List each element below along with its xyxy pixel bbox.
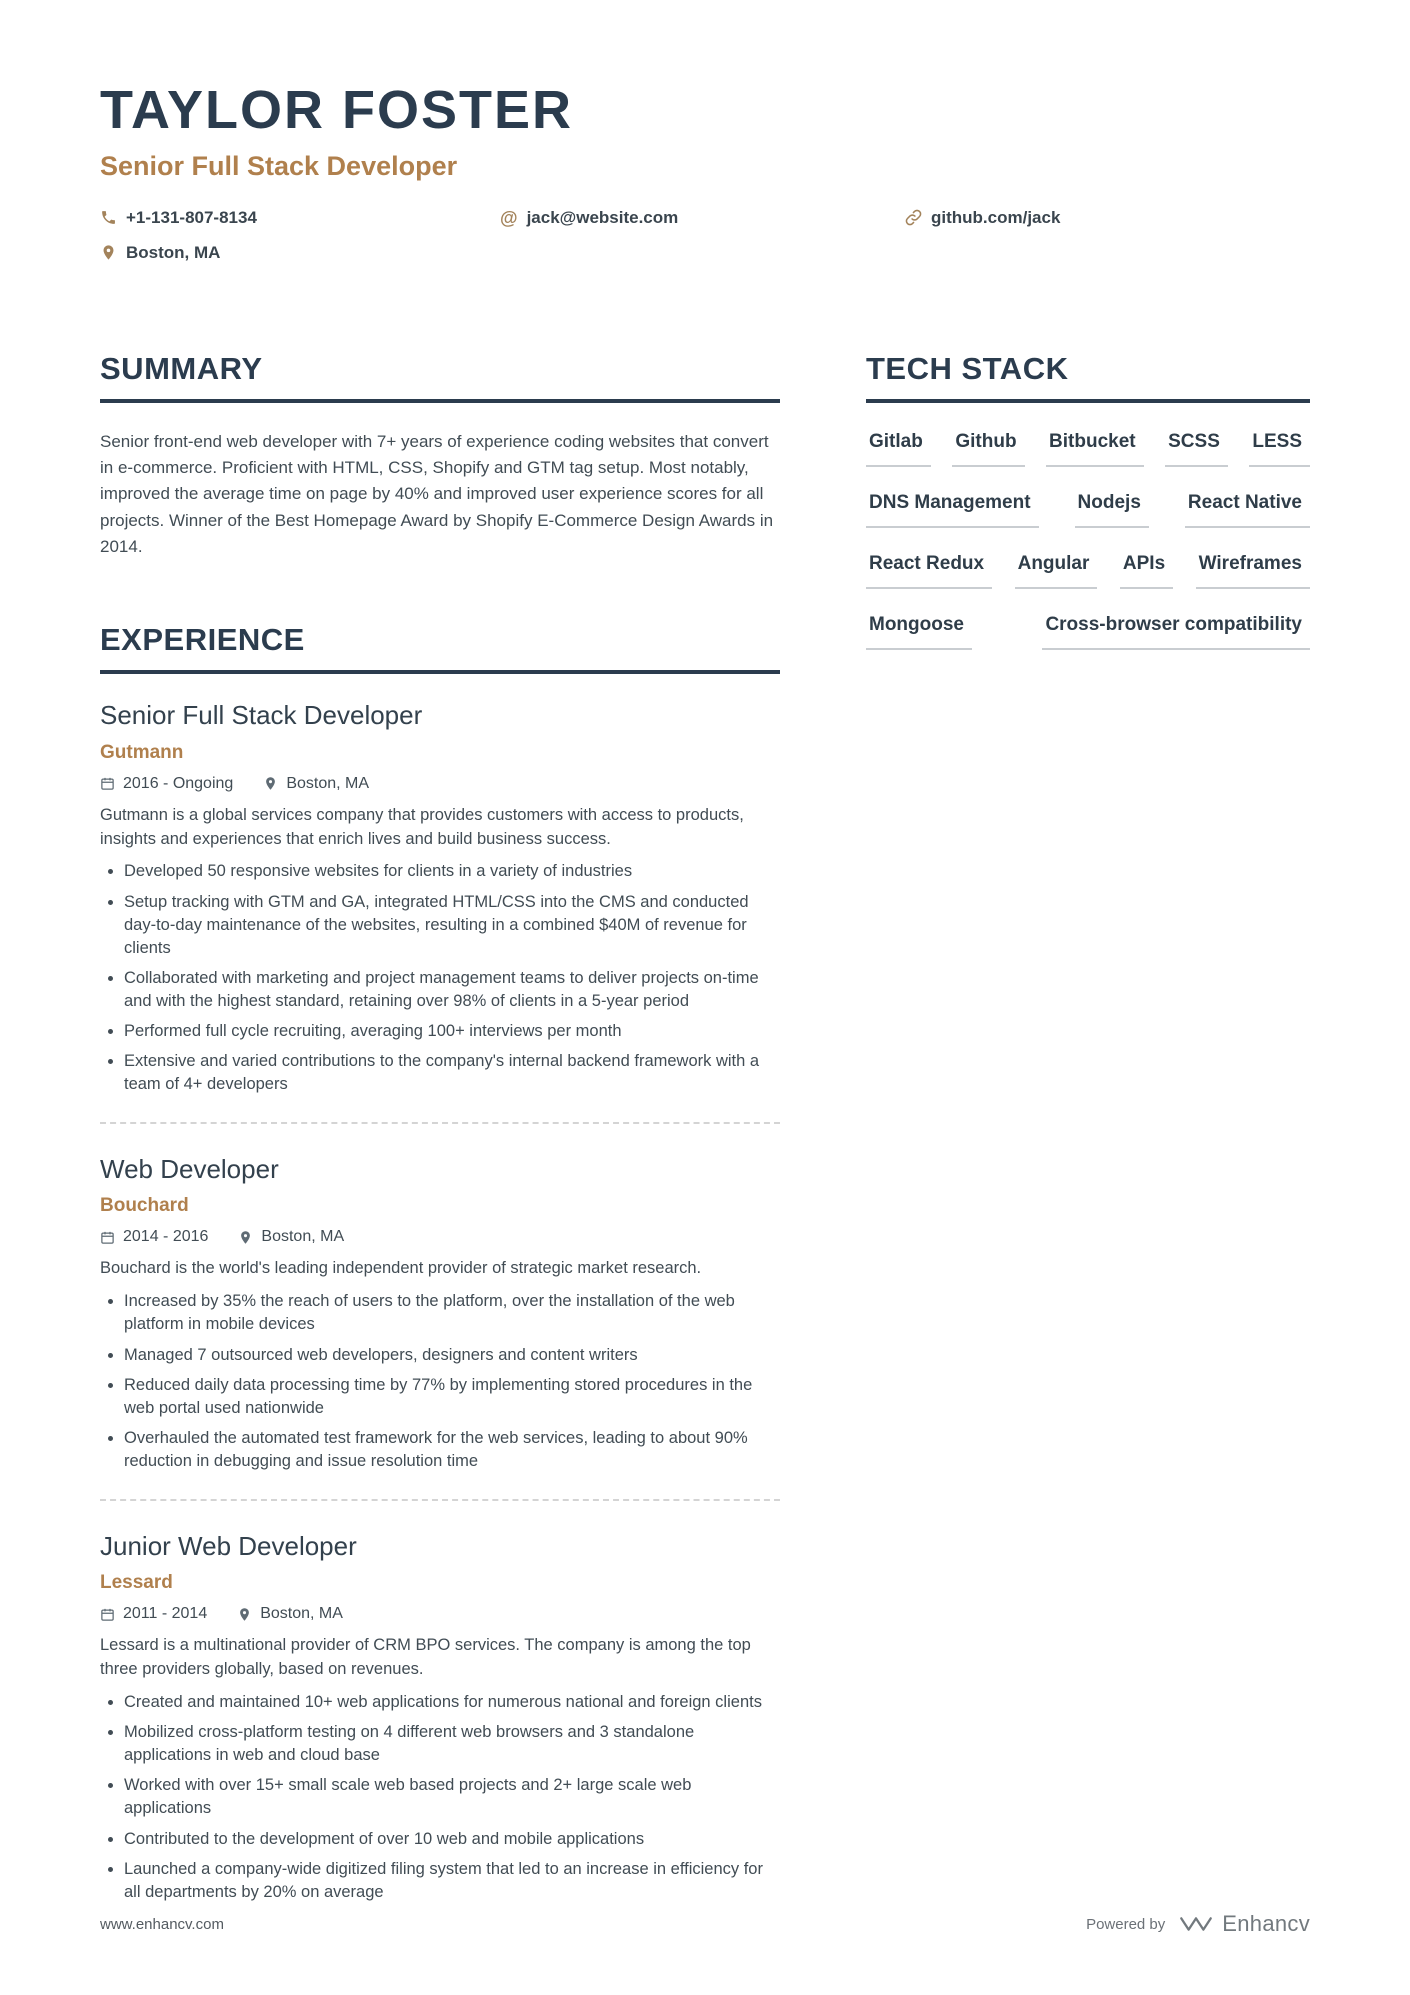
bullet-item: • Extensive and varied contributions to the company's internal backend framework with a team of 4+ developers <box>124 1050 780 1096</box>
enhancv-logo <box>1179 1911 1310 1937</box>
job-description: Lessard is a multinational provider of CRM BPO services. The company is among the top three providers globally, based on revenues. <box>100 1636 751 1679</box>
calendar-icon <box>100 1607 115 1622</box>
bullet-item: • Contributed to the development of over 10 web and mobile applications <box>124 1828 780 1851</box>
tech-tag: React Native <box>1185 490 1310 528</box>
link-icon <box>905 209 922 226</box>
contact-location <box>100 243 500 263</box>
job-entry <box>100 1154 780 1473</box>
job-entry <box>100 1531 780 1904</box>
summary-section <box>100 351 780 561</box>
contact-link[interactable] <box>905 208 1310 228</box>
phone-icon <box>100 209 117 226</box>
bullet-item: • Overhauled the automated test framework for the web services, leading to about 90% reduction in debugging and issue resolution time <box>124 1427 780 1473</box>
bullet-item: • Launched a company-wide digitized filing system that led to an increase in efficiency for all departments by 20% on average <box>124 1858 780 1904</box>
email-address: jack@website.com <box>526 207 679 227</box>
job-title: Web Developer <box>100 1154 279 1185</box>
job-bullets <box>100 860 780 1096</box>
pin-icon <box>238 1230 253 1245</box>
tech-tag: LESS <box>1249 429 1310 467</box>
job-description: Gutmann is a global services company that provides customers with access to products, insights and experiences that enrich lives and build business success. <box>100 805 744 848</box>
bullet-item: • Mobilized cross-platform testing on 4 different web browsers and 3 standalone applications in web and cloud base <box>124 1721 780 1767</box>
job-dates <box>100 775 233 793</box>
job-divider <box>100 1499 780 1501</box>
tech-tag: DNS Management <box>866 490 1039 528</box>
pin-icon <box>237 1607 252 1622</box>
job-company: Gutmann <box>100 741 184 763</box>
job-description: Bouchard is the world's leading independent provider of strategic market research. <box>100 1259 702 1278</box>
person-name: TAYLOR FOSTER <box>100 80 574 140</box>
tech-tag: Cross-browser compatibility <box>1042 612 1310 650</box>
left-column <box>100 351 780 1911</box>
calendar-icon <box>100 1230 115 1245</box>
tech-tag: Wireframes <box>1196 551 1310 589</box>
bullet-item: • Managed 7 outsourced web developers, designers and content writers <box>124 1344 780 1367</box>
tech-tag: Gitlab <box>866 429 931 467</box>
at-icon: @ <box>500 207 518 228</box>
contact-email[interactable] <box>500 208 905 228</box>
calendar-icon <box>100 776 115 791</box>
job-dates-text: 2014 - 2016 <box>123 1228 209 1246</box>
link-text: github.com/jack <box>931 207 1061 227</box>
experience-heading: EXPERIENCE <box>100 622 780 674</box>
tech-tag: React Redux <box>866 551 992 589</box>
brand-name: Enhancv <box>1222 1911 1310 1936</box>
summary-heading: SUMMARY <box>100 351 780 403</box>
job-title: Senior Full Stack Developer <box>100 700 423 731</box>
job-location <box>263 775 369 793</box>
tech-tag: SCSS <box>1165 429 1228 467</box>
resume-body <box>0 351 1410 1911</box>
job-dates <box>100 1228 208 1246</box>
resume-header <box>0 0 1410 263</box>
powered-by <box>1086 1911 1310 1937</box>
job-dates-text: 2016 - Ongoing <box>123 774 234 792</box>
pin-icon <box>263 776 278 791</box>
location-text: Boston, MA <box>126 242 221 262</box>
job-title: Junior Web Developer <box>100 1531 357 1562</box>
bullet-item: • Created and maintained 10+ web applications for numerous national and foreign clients <box>124 1691 780 1714</box>
bullet-item: • Increased by 35% the reach of users to the platform, over the installation of the web platform in mobile devices <box>124 1290 780 1336</box>
tech-tag: Nodejs <box>1075 490 1149 528</box>
job-divider <box>100 1122 780 1124</box>
right-column <box>866 351 1310 1911</box>
person-title: Senior Full Stack Developer <box>100 150 458 181</box>
contact-info <box>100 208 1310 263</box>
job-location-text: Boston, MA <box>261 1228 345 1246</box>
tech-tag: Mongoose <box>866 612 972 650</box>
job-location-text: Boston, MA <box>260 1605 343 1623</box>
job-bullets <box>100 1691 780 1904</box>
job-location-text: Boston, MA <box>286 774 370 792</box>
job-company: Lessard <box>100 1572 173 1594</box>
tech-stack-tags <box>866 429 1310 673</box>
experience-section <box>100 622 780 1903</box>
job-meta <box>100 1228 780 1246</box>
summary-text: Senior front-end web developer with 7+ years of experience coding websites that convert in e-commerce. Proficient with HTML, CSS, Shopify and GTM tag setup. Most notably, improved the average time on page by 40% and improved user experience scores for all projects. Winner of the Best Homepage Award by Shopify E-Commerce Design Awards in 2014. <box>100 431 774 557</box>
job-company: Bouchard <box>100 1195 189 1217</box>
job-dates-text: 2011 - 2014 <box>123 1605 208 1623</box>
bullet-item: • Developed 50 responsive websites for clients in a variety of industries <box>124 860 780 883</box>
tech-stack-section <box>866 351 1310 673</box>
enhancv-url[interactable]: www.enhancv.com <box>100 1915 224 1933</box>
page-footer <box>100 1911 1310 1937</box>
job-meta <box>100 775 780 793</box>
contact-phone <box>100 208 500 228</box>
bullet-item: • Worked with over 15+ small scale web based projects and 2+ large scale web applications <box>124 1774 780 1820</box>
tech-tag: Github <box>952 429 1024 467</box>
enhancv-logo-icon <box>1179 1914 1213 1934</box>
bullet-item: • Reduced daily data processing time by 77% by implementing stored procedures in the web portal used nationwide <box>124 1374 780 1420</box>
job-bullets <box>100 1290 780 1473</box>
job-location <box>237 1605 343 1623</box>
tech-tag: APIs <box>1120 551 1173 589</box>
pin-icon <box>100 244 117 261</box>
job-dates <box>100 1605 207 1623</box>
bullet-item: • Setup tracking with GTM and GA, integrated HTML/CSS into the CMS and conducted day-to-day maintenance of the websites, resulting in a combined $40M of revenue for clients <box>124 891 780 960</box>
phone-number: +1-131-807-8134 <box>126 207 257 227</box>
job-meta <box>100 1605 780 1623</box>
tech-tag: Angular <box>1015 551 1098 589</box>
job-entry <box>100 700 780 1096</box>
powered-by-label: Powered by <box>1086 1915 1166 1933</box>
tech-tag: Bitbucket <box>1046 429 1144 467</box>
job-location <box>238 1228 344 1246</box>
bullet-item: • Performed full cycle recruiting, averaging 100+ interviews per month <box>124 1020 780 1043</box>
tech-stack-heading: TECH STACK <box>866 351 1310 403</box>
bullet-item: • Collaborated with marketing and project management teams to deliver projects on-time and with the highest standard, retaining over 98% of clients in a 5-year period <box>124 967 780 1013</box>
